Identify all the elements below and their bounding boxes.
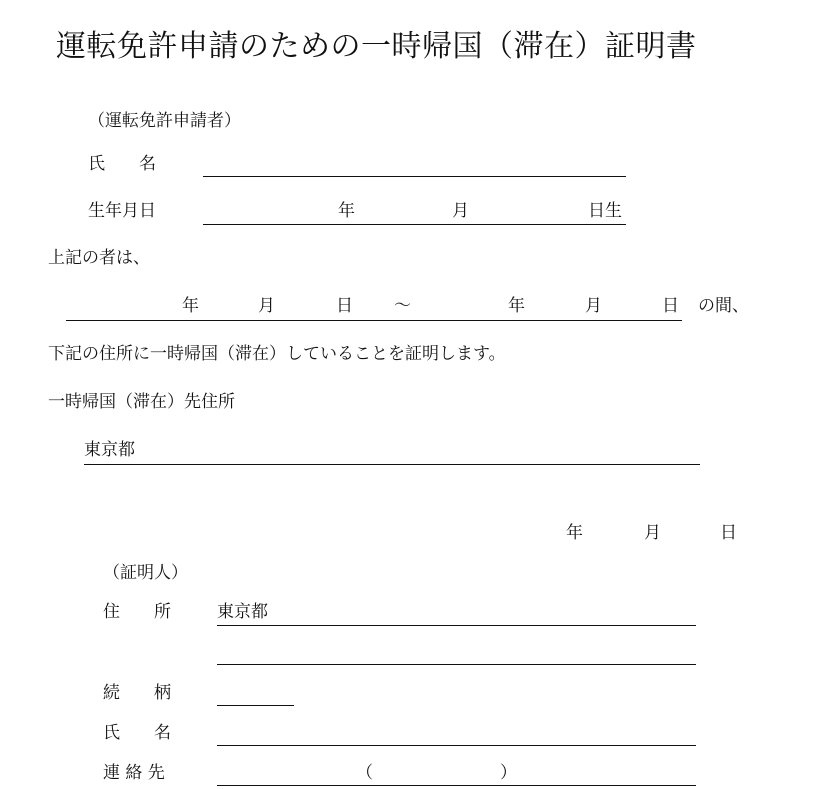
period-tilde: 〜 [394,296,411,316]
applicant-dob-month-unit: 月 [452,201,469,221]
applicant-dob-day-suffix: 日生 [588,201,622,221]
statement-intro: 上記の者は、 [48,248,150,268]
applicant-name-field[interactable] [203,176,626,177]
issue-date-day-unit: 日 [720,523,737,543]
stay-address-prefix: 東京都 [84,440,135,460]
stay-address-label: 一時帰国（滞在）先住所 [48,392,235,412]
stay-address-field[interactable] [84,464,700,465]
applicant-section-label: （運転免許申請者） [88,111,241,131]
period-to-day-unit: 日 [662,296,679,316]
period-to-year-unit: 年 [508,296,525,316]
period-from-year-unit: 年 [182,296,199,316]
issue-date-month-unit: 月 [644,523,661,543]
applicant-dob-year-unit: 年 [338,201,355,221]
period-suffix: の間、 [698,296,749,316]
issue-date-year-unit: 年 [566,523,583,543]
certifier-address-label: 住 所 [103,602,171,622]
certifier-contact-paren-close: ） [500,763,517,783]
period-from-day-unit: 日 [336,296,353,316]
certifier-contact-label: 連 絡 先 [103,763,165,783]
certifier-name-label: 氏 名 [103,723,171,743]
certifier-address-field-1[interactable] [217,625,696,626]
certifier-relationship-field[interactable] [217,705,294,706]
certifier-contact-paren-open: （ [356,763,373,783]
period-from-month-unit: 月 [258,296,275,316]
certifier-contact-field[interactable] [217,785,696,786]
period-to-month-unit: 月 [585,296,602,316]
certifier-section-label: （証明人） [103,563,188,583]
certifier-name-field[interactable] [217,745,696,746]
certifier-address-prefix: 東京都 [217,602,268,622]
applicant-dob-label: 生年月日 [88,201,156,221]
period-field[interactable] [66,320,682,321]
certifier-address-field-2[interactable] [217,664,696,665]
applicant-dob-field[interactable] [203,224,626,225]
page-title: 運転免許申請のための一時帰国（滞在）証明書 [56,29,697,64]
applicant-name-label: 氏 名 [88,154,156,174]
certifier-relationship-label: 続 柄 [103,683,171,703]
statement-body: 下記の住所に一時帰国（滞在）していることを証明します。 [48,344,506,364]
